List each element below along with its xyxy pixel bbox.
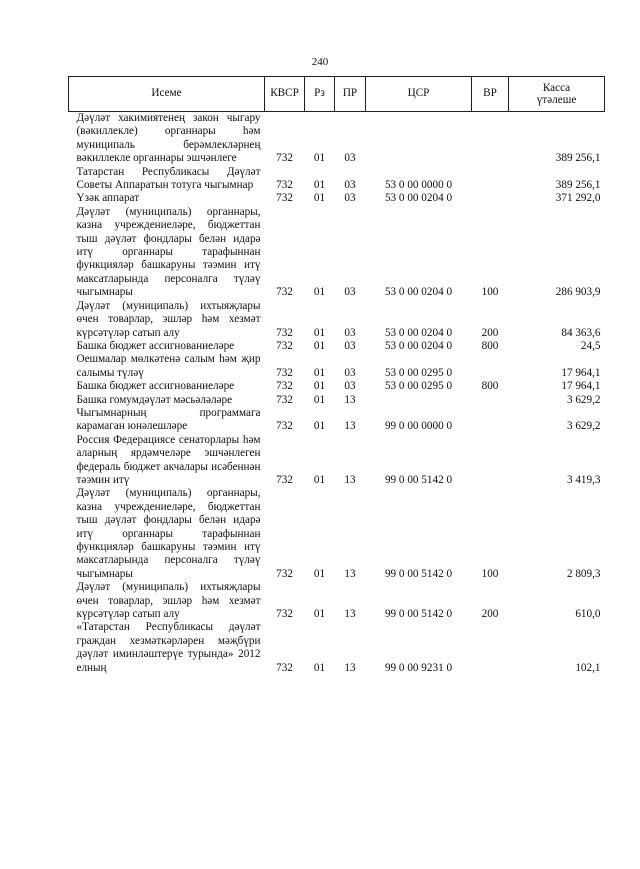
row-pr: 13 — [344, 608, 356, 621]
row-kvsr: 732 — [276, 380, 293, 393]
row-amount: 389 256,1 — [555, 179, 601, 192]
row-pr: 03 — [344, 326, 356, 339]
row-vr: 100 — [481, 567, 499, 580]
row-pr: 03 — [344, 179, 356, 192]
row-amount: 24,5 — [580, 339, 601, 352]
row-amount: 17 964,1 — [561, 380, 601, 393]
table-row — [69, 407, 605, 434]
row-csr: 99 0 00 9231 0 — [384, 661, 453, 674]
budget-table — [68, 76, 605, 675]
table-row — [69, 434, 605, 488]
table-body — [69, 112, 605, 676]
row-name: Дәүләт (муниципаль) ихтыяҗлары өчен товарлар, эшләр һәм хезмәт күрсәтүләр сатып алу — [76, 299, 261, 339]
row-amount: 3 629,2 — [566, 393, 601, 406]
row-vr — [472, 394, 509, 407]
row-kvsr: 732 — [276, 179, 293, 192]
table-header-row — [69, 77, 605, 112]
row-kvsr: 732 — [276, 366, 293, 379]
row-pr: 13 — [344, 420, 356, 433]
row-rz: 01 — [313, 393, 326, 406]
page-number: 240 — [311, 56, 329, 68]
row-kvsr: 732 — [276, 152, 293, 165]
row-amount: 2 809,3 — [566, 567, 601, 580]
row-vr: 800 — [481, 339, 499, 352]
row-vr: 800 — [481, 380, 499, 393]
row-kvsr: 732 — [276, 420, 293, 433]
row-csr: 53 0 00 0204 0 — [384, 286, 453, 299]
row-rz: 01 — [313, 179, 326, 192]
header-kvsr: КВСР — [265, 77, 305, 112]
header-name: Исеме — [69, 77, 265, 112]
row-csr: 53 0 00 0204 0 — [384, 326, 453, 339]
table-row — [69, 166, 605, 193]
row-rz: 01 — [313, 326, 326, 339]
row-amount: 102,1 — [575, 661, 601, 674]
header-csr: ЦСР — [366, 77, 472, 112]
table-row — [69, 340, 605, 353]
row-name: Башка бюджет ассигнованиеләре — [76, 339, 235, 352]
row-vr — [472, 112, 509, 166]
table-row — [69, 487, 605, 581]
row-pr: 13 — [344, 567, 356, 580]
row-rz: 01 — [313, 152, 326, 165]
row-amount: 84 363,6 — [561, 326, 601, 339]
row-rz: 01 — [313, 567, 326, 580]
row-pr: 03 — [344, 366, 356, 379]
row-csr: 53 0 00 0295 0 — [384, 380, 453, 393]
row-rz: 01 — [313, 420, 326, 433]
table-row — [69, 621, 605, 675]
row-csr: 99 0 00 0000 0 — [384, 420, 453, 433]
row-vr: 200 — [481, 608, 499, 621]
row-csr: 53 0 00 0204 0 — [384, 339, 453, 352]
row-rz: 01 — [313, 339, 326, 352]
table-row — [69, 394, 605, 407]
row-vr — [472, 407, 509, 434]
row-rz: 01 — [313, 608, 326, 621]
row-pr: 03 — [344, 286, 356, 299]
row-name: Татарстан Республикасы Дәүләт Советы Аппаратын тотуга чыгымнар — [76, 165, 261, 192]
row-csr: 99 0 00 5142 0 — [384, 567, 453, 580]
row-kvsr: 732 — [276, 473, 293, 486]
row-pr: 13 — [344, 473, 356, 486]
row-amount: 371 292,0 — [555, 192, 601, 205]
row-vr: 200 — [481, 326, 499, 339]
row-vr — [472, 353, 509, 380]
table-row — [69, 300, 605, 340]
row-rz: 01 — [313, 380, 326, 393]
row-name: Башка гомумдәүләт мәсьәләләре — [76, 393, 233, 406]
row-rz: 01 — [313, 192, 326, 205]
row-vr — [472, 166, 509, 193]
row-kvsr: 732 — [276, 192, 293, 205]
header-kassa-line2: үтәлеше — [536, 94, 577, 106]
row-name: Башка бюджет ассигнованиеләре — [76, 380, 235, 393]
row-csr — [366, 112, 472, 166]
header-pr: ПР — [335, 77, 366, 112]
row-kvsr: 732 — [276, 286, 293, 299]
row-name: Дәүләт (муниципаль) органнары, казна учреждениеләре, бюджеттан тыш дәүләт фондлары белән идарә итү органнары тарафыннан функцияләр башкаруны тәэмин итү максатларында персоналга түләү чыгымнары — [76, 487, 261, 580]
row-name: Чыгымнарның программага карамаган юнәлешләре — [76, 406, 261, 433]
row-name: Үзәк аппарат — [76, 192, 140, 205]
header-rz: Рз — [305, 77, 335, 112]
row-csr: 53 0 00 0000 0 — [384, 179, 453, 192]
row-name: Дәүләт (муниципаль) ихтыяҗлары өчен товарлар, эшләр һәм хезмәт күрсәтүләр сатып алу — [76, 581, 261, 621]
row-amount: 17 964,1 — [561, 366, 601, 379]
row-pr: 03 — [344, 192, 356, 205]
row-vr — [472, 434, 509, 488]
row-pr: 03 — [344, 339, 356, 352]
row-pr: 03 — [344, 380, 356, 393]
table-row — [69, 192, 605, 205]
row-rz: 01 — [313, 661, 326, 674]
row-rz: 01 — [313, 366, 326, 379]
table-row — [69, 380, 605, 393]
row-name: Оешмалар мөлкәтенә салым һәм җир салымы түләү — [76, 353, 261, 379]
row-amount: 286 903,9 — [555, 286, 601, 299]
row-name: Россия Федерациясе сенаторлары һәм аларның ярдәмчеләре эшчәнлеген федераль бюджет акчалары исәбеннән тәэмин итү — [76, 433, 261, 486]
row-csr: 99 0 00 5142 0 — [384, 608, 453, 621]
row-csr: 53 0 00 0204 0 — [384, 192, 453, 205]
header-vr: ВР — [472, 77, 509, 112]
row-name: «Татарстан Республикасы дәүләт граждан хезмәткәрләрен мәҗбүри дәүләт иминләштерүе турында» 2012 елның — [76, 621, 261, 674]
row-name: Дәүләт хакимиятенең закон чыгару (вәкиллекле) органнары һәм муниципаль берәмлекләрнең вәкиллекле органнары эшчәнлеге — [76, 112, 261, 165]
header-kassa-line1: Касса — [542, 82, 571, 94]
row-pr: 13 — [344, 661, 356, 674]
row-csr — [366, 394, 472, 407]
header-kassa — [509, 77, 605, 112]
row-vr: 100 — [481, 286, 499, 299]
table-row — [69, 581, 605, 621]
row-csr: 99 0 00 5142 0 — [384, 473, 453, 486]
table-row — [69, 353, 605, 380]
row-amount: 3 629,2 — [566, 420, 601, 433]
row-rz: 01 — [313, 473, 326, 486]
row-kvsr: 732 — [276, 339, 293, 352]
row-kvsr: 732 — [276, 326, 293, 339]
row-name: Дәүләт (муниципаль) органнары, казна учреждениеләре, бюджеттан тыш дәүләт фондлары белән идарә итү органнары тарафыннан функцияләр башкаруны тәэмин итү максатларында персоналга түләү чыгымнары — [76, 205, 261, 299]
table-row — [69, 112, 605, 166]
row-kvsr: 732 — [276, 608, 293, 621]
row-pr: 13 — [344, 393, 356, 406]
row-csr: 53 0 00 0295 0 — [384, 366, 453, 379]
row-amount: 3 419,3 — [566, 473, 601, 486]
row-kvsr: 732 — [276, 661, 293, 674]
row-kvsr: 732 — [276, 567, 293, 580]
row-amount: 610,0 — [575, 608, 601, 621]
row-vr — [472, 621, 509, 675]
row-vr — [472, 192, 509, 205]
row-amount: 389 256,1 — [555, 152, 601, 165]
row-kvsr: 732 — [276, 393, 293, 406]
table-row — [69, 206, 605, 300]
row-rz: 01 — [313, 286, 326, 299]
row-pr: 03 — [344, 152, 356, 165]
